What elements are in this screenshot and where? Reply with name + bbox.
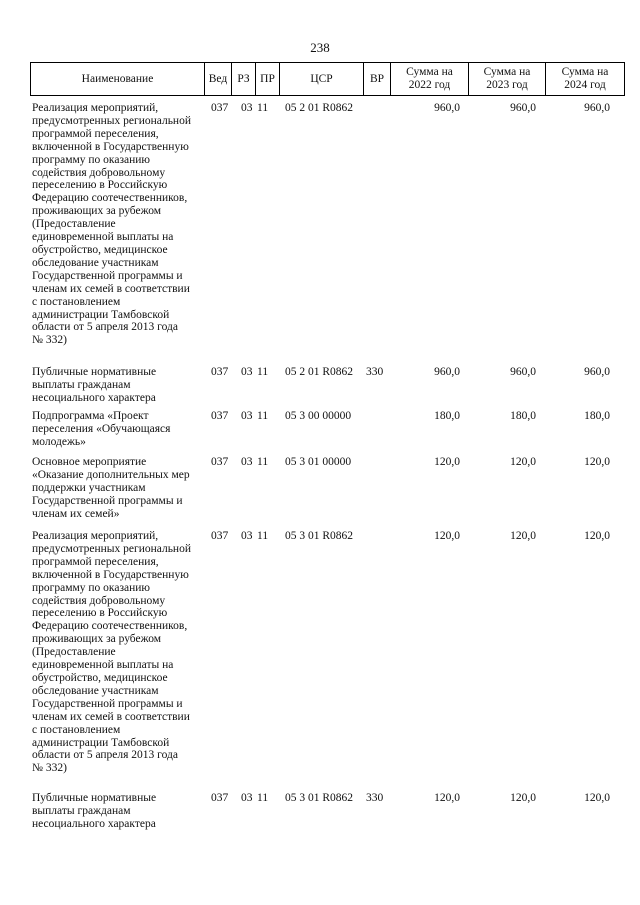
page-number: 238 [310, 40, 330, 55]
row-sum-2024: 960,0 [584, 366, 610, 378]
row-sum-2023: 960,0 [510, 102, 536, 114]
row-sum-2024: 120,0 [584, 456, 610, 468]
row-sum-2024: 120,0 [584, 792, 610, 804]
row-csr: 05 3 00 00000 [285, 410, 352, 422]
row-sum-2022: 120,0 [434, 530, 460, 542]
row-pr: 11 [257, 792, 269, 804]
header-rz: РЗ [232, 63, 256, 95]
row-name: Подпрограмма «Проект переселения «Обучающаяся молодежь» [32, 410, 171, 448]
row-sum-2024: 180,0 [584, 410, 610, 422]
row-sum-2023: 960,0 [510, 366, 536, 378]
row-pr: 11 [257, 410, 269, 422]
row-csr: 05 3 01 R0862 [285, 530, 354, 542]
row-ved: 037 [211, 410, 229, 422]
row-ved: 037 [211, 530, 229, 542]
row-sum-2023: 120,0 [510, 792, 536, 804]
row-name: Публичные нормативные выплаты гражданам несоциального характера [32, 792, 157, 830]
row-name: Основное мероприятие «Оказание дополнительных мер поддержки участникам Государственной программы и членам их семей» [32, 456, 190, 520]
row-rz: 03 [241, 366, 253, 378]
row-ved: 037 [211, 456, 229, 468]
row-sum-2024: 120,0 [584, 530, 610, 542]
row-name: Реализация мероприятий, предусмотренных региональной программой переселения, включенной в Государственную программу по оказанию содействия добровольному переселению в Российскую Федерацию соотечественников, проживающих за рубежом (Предоставление единовременной выплаты на обустройство, медицинское обследование участникам Государственной программы и членам их семей в соответствии с постановлением администрации Тамбовской области от 5 апреля 2013 года № 332) [32, 102, 191, 347]
header-name: Наименование [31, 63, 205, 95]
header-pr: ПР [256, 63, 280, 95]
row-sum-2023: 180,0 [510, 410, 536, 422]
header-vr: ВР [364, 63, 391, 95]
row-ved: 037 [211, 792, 229, 804]
row-csr: 05 2 01 R0862 [285, 366, 354, 378]
row-sum-2022: 120,0 [434, 456, 460, 468]
header-sum-2022: Сумма на 2022 год [391, 63, 469, 95]
row-vr: 330 [366, 792, 384, 804]
row-name: Публичные нормативные выплаты гражданам несоциального характера [32, 366, 157, 404]
row-csr: 05 3 01 R0862 [285, 792, 354, 804]
row-sum-2023: 120,0 [510, 456, 536, 468]
row-pr: 11 [257, 366, 269, 378]
row-ved: 037 [211, 102, 229, 114]
header-sum-2023: Сумма на 2023 год [469, 63, 546, 95]
row-rz: 03 [241, 410, 253, 422]
row-csr: 05 3 01 00000 [285, 456, 352, 468]
row-ved: 037 [211, 366, 229, 378]
row-pr: 11 [257, 102, 269, 114]
row-name: Реализация мероприятий, предусмотренных региональной программой переселения, включенной в Государственную программу по оказанию содействия добровольному переселению в Российскую Федерацию соотечественников, проживающих за рубежом (Предоставление единовременной выплаты на обустройство, медицинское обследование участникам Государственной программы и членам их семей в соответствии с постановлением администрации Тамбовской области от 5 апреля 2013 года № 332) [32, 530, 191, 775]
row-sum-2022: 180,0 [434, 410, 460, 422]
row-sum-2022: 960,0 [434, 366, 460, 378]
row-sum-2023: 120,0 [510, 530, 536, 542]
row-sum-2022: 120,0 [434, 792, 460, 804]
row-pr: 11 [257, 456, 269, 468]
table-header [30, 62, 625, 96]
row-rz: 03 [241, 530, 253, 542]
row-sum-2024: 960,0 [584, 102, 610, 114]
row-rz: 03 [241, 102, 253, 114]
row-vr: 330 [366, 366, 384, 378]
row-rz: 03 [241, 456, 253, 468]
row-pr: 11 [257, 530, 269, 542]
row-rz: 03 [241, 792, 253, 804]
header-csr: ЦСР [280, 63, 364, 95]
header-sum-2024: Сумма на 2024 год [561, 66, 609, 91]
header-ved: Вед [205, 63, 232, 95]
row-csr: 05 2 01 R0862 [285, 102, 354, 114]
row-sum-2022: 960,0 [434, 102, 460, 114]
